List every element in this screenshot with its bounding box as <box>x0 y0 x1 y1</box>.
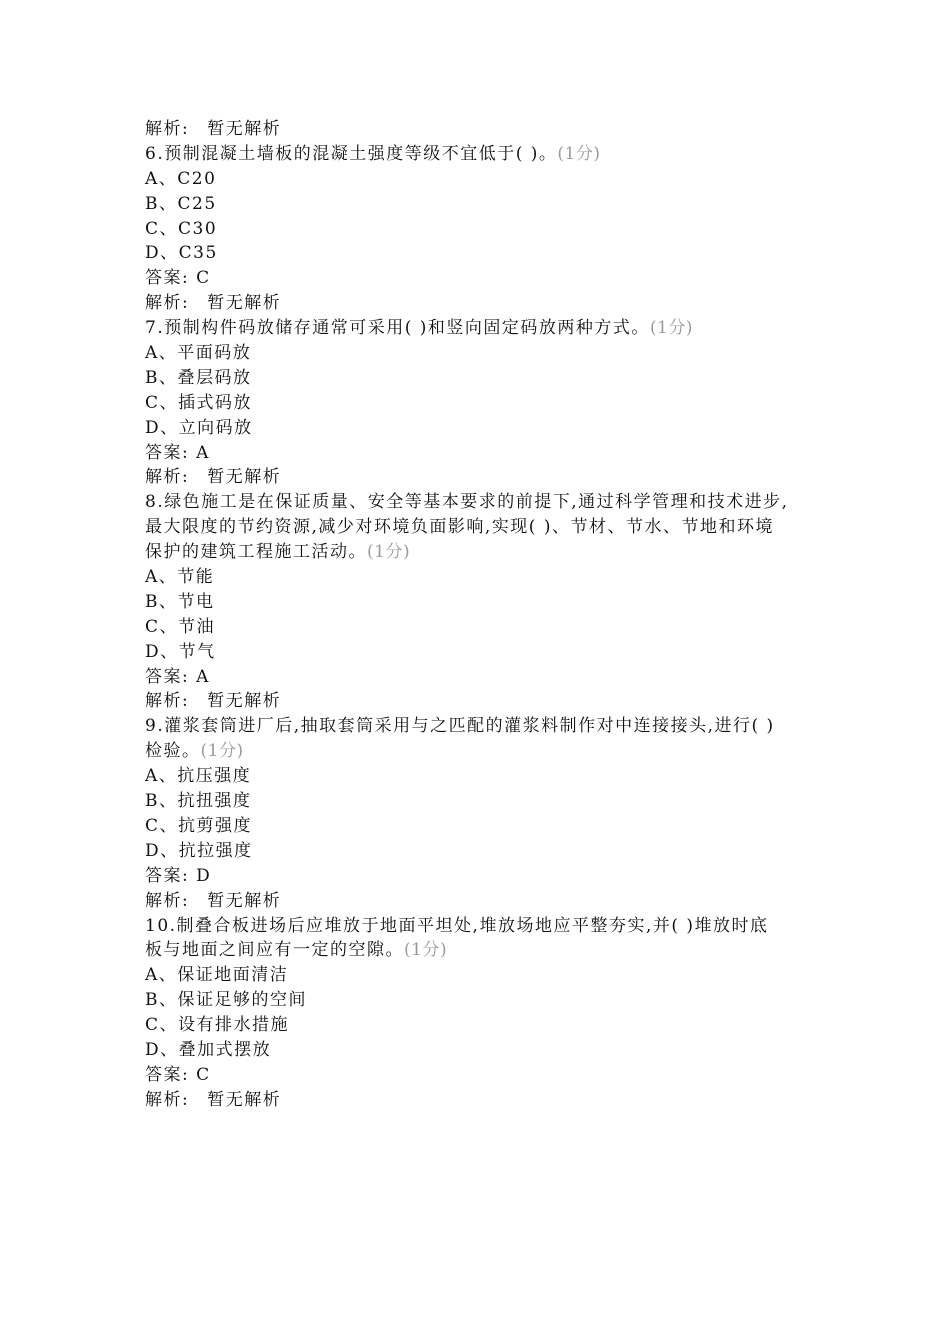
option-b: B、节电 <box>145 591 215 612</box>
option-d: D、叠加式摆放 <box>145 1039 272 1060</box>
analysis-label: 解析: <box>145 119 190 139</box>
analysis-line <box>145 465 825 490</box>
analysis-line <box>145 689 825 714</box>
document-page <box>145 117 825 1113</box>
option-b: B、叠层码放 <box>145 367 252 388</box>
option-a: A、节能 <box>145 567 215 588</box>
answer-line: 答案: C <box>145 1064 211 1085</box>
option-c: C、抗剪强度 <box>145 815 253 836</box>
option-a: A、C20 <box>145 168 217 189</box>
answer-line: 答案: C <box>145 268 211 289</box>
option-b: B、抗扭强度 <box>145 791 252 812</box>
option-a: A、保证地面清洁 <box>145 965 289 986</box>
analysis-text: 暂无解析 <box>207 467 282 488</box>
question-stem: 8.绿色施工是在保证质量、安全等基本要求的前提下,通过科学管理和技术进步, <box>145 492 789 513</box>
question-stem: 最大限度的节约资源,减少对环境负面影响,实现( )、节材、节水、节地和环境 <box>145 517 774 538</box>
analysis-line <box>145 889 825 914</box>
option-c: C、设有排水措施 <box>145 1015 290 1036</box>
question-7 <box>145 316 825 490</box>
option-d: D、C35 <box>145 243 218 264</box>
question-8 <box>145 490 825 714</box>
question-9 <box>145 714 825 913</box>
question-stem: 保护的建筑工程施工活动。(1分) <box>145 542 411 563</box>
question-stem: 6.预制混凝土墙板的混凝土强度等级不宜低于( )。(1分) <box>145 143 601 164</box>
analysis-line <box>145 1088 825 1113</box>
option-d: D、立向码放 <box>145 417 253 438</box>
analysis-line <box>145 291 825 316</box>
question-score: (1分) <box>200 741 244 762</box>
question-stem: 10.制叠合板进场后应堆放于地面平坦处,堆放场地应平整夯实,并( )堆放时底 <box>145 915 769 936</box>
question-6 <box>145 142 825 316</box>
option-d: D、抗拉强度 <box>145 840 253 861</box>
analysis-line <box>145 117 825 142</box>
option-d: D、节气 <box>145 641 216 662</box>
question-score: (1分) <box>367 542 411 563</box>
question-stem: 检验。(1分) <box>145 741 244 762</box>
question-score: (1分) <box>404 940 448 961</box>
answer-line: 答案: A <box>145 442 210 463</box>
analysis-label: 解析: <box>145 691 190 712</box>
analysis-text: 暂无解析 <box>207 119 282 139</box>
analysis-label: 解析: <box>145 890 190 911</box>
option-a: A、抗压强度 <box>145 766 252 787</box>
question-stem: 7.预制构件码放储存通常可采用( )和竖向固定码放两种方式。(1分) <box>145 318 693 339</box>
option-c: C、插式码放 <box>145 392 253 413</box>
answer-line: 答案: A <box>145 666 210 687</box>
analysis-text: 暂无解析 <box>207 1089 282 1110</box>
analysis-text: 暂无解析 <box>207 691 282 712</box>
analysis-label: 解析: <box>145 1089 190 1110</box>
option-b: B、保证足够的空间 <box>145 990 307 1011</box>
option-b: B、C25 <box>145 193 217 214</box>
option-c: C、节油 <box>145 616 216 637</box>
analysis-label: 解析: <box>145 293 190 314</box>
answer-line: 答案: D <box>145 865 212 886</box>
option-a: A、平面码放 <box>145 343 252 364</box>
analysis-text: 暂无解析 <box>207 293 282 314</box>
question-10 <box>145 914 825 1113</box>
analysis-text: 暂无解析 <box>207 890 282 911</box>
option-c: C、C30 <box>145 218 218 239</box>
analysis-label: 解析: <box>145 467 190 488</box>
question-score: (1分) <box>649 318 693 339</box>
question-score: (1分) <box>557 143 601 164</box>
question-stem: 9.灌浆套筒进厂后,抽取套筒采用与之匹配的灌浆料制作对中连接接头,进行( ) <box>145 716 775 737</box>
question-stem: 板与地面之间应有一定的空隙。(1分) <box>145 940 448 961</box>
